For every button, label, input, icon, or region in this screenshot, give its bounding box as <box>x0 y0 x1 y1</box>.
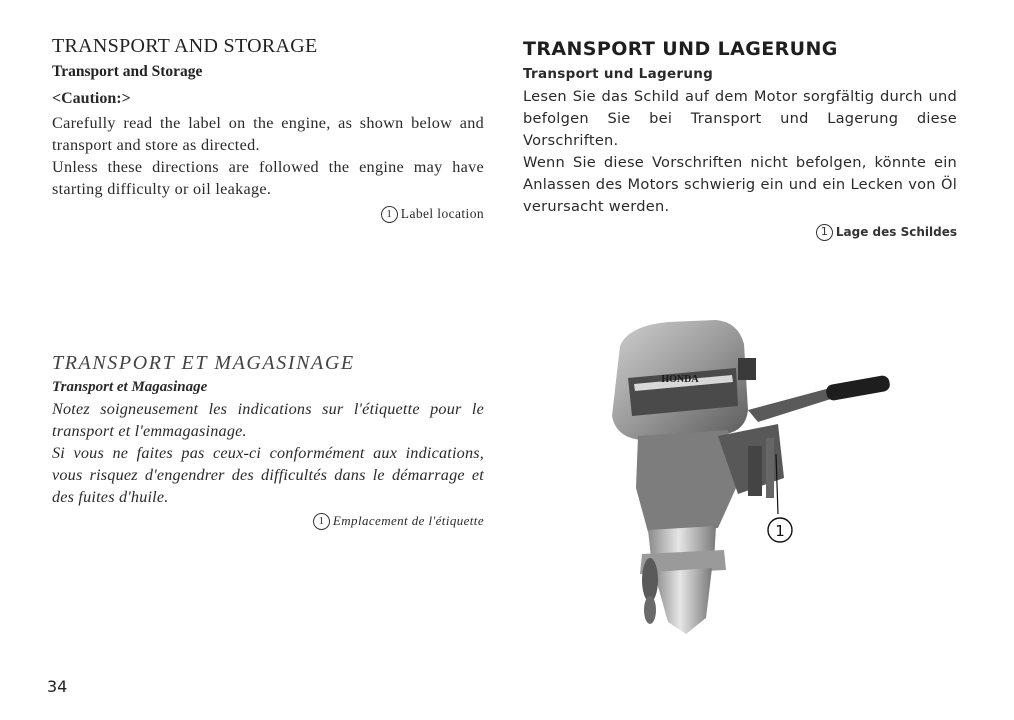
french-title: TRANSPORT ET MAGASINAGE <box>52 352 355 374</box>
callout-number-icon: 1 <box>381 206 398 223</box>
outboard-engine-illustration <box>598 318 898 648</box>
german-section <box>523 38 957 241</box>
german-paragraph-1: Lesen Sie das Schild auf dem Motor sorgfältig durch und befolgen Sie bei Transport und Lagerung diese Vorschriften. <box>523 88 957 149</box>
english-caution: <Caution:> <box>52 90 131 107</box>
english-title: TRANSPORT AND STORAGE <box>52 35 318 57</box>
tiller-grip <box>825 375 891 402</box>
callout-number: 1 <box>775 522 785 540</box>
callout-number-icon: 1 <box>816 224 833 241</box>
english-section <box>52 35 484 223</box>
german-title: TRANSPORT UND LAGERUNG <box>523 38 838 60</box>
german-caption-text: Lage des Schildes <box>835 225 957 239</box>
engine-midsection <box>636 430 736 532</box>
german-paragraph-2: Wenn Sie diese Vorschriften nicht befolgen, könnte ein Anlassen des Motors schwierig ein und ein Lecken von Öl verursacht werden. <box>523 154 957 215</box>
english-subtitle: Transport and Storage <box>52 63 203 80</box>
callout-number-icon: 1 <box>313 513 330 530</box>
french-caption-text: Emplacement de l'étiquette <box>332 513 484 528</box>
lower-unit <box>654 568 712 634</box>
french-caption <box>52 513 484 530</box>
english-paragraph-1: Carefully read the label on the engine, as shown below and transport and store as directed. <box>52 114 484 154</box>
propeller <box>642 558 658 602</box>
german-subtitle: Transport und Lagerung <box>523 66 714 82</box>
french-paragraph-1: Notez soigneusement les indications sur l'étiquette pour le transport et l'emmagasinage. <box>52 400 484 440</box>
tiller-handle <box>748 388 834 422</box>
french-subtitle: Transport et Magasinage <box>52 379 208 395</box>
honda-logo: HONDA <box>661 374 699 385</box>
french-paragraph-2: Si vous ne faites pas ceux-ci conformément aux indications, vous risquez d'engendrer des difficultés dans le démarrage et des fuites d'huile. <box>52 444 484 506</box>
german-caption <box>523 224 957 241</box>
english-caption-text: Label location <box>400 206 484 221</box>
english-caption <box>52 206 484 223</box>
french-section <box>52 352 484 530</box>
page-number: 34 <box>47 677 68 696</box>
english-paragraph-2: Unless these directions are followed the engine may have starting difficulty or oil leakage. <box>52 158 484 198</box>
